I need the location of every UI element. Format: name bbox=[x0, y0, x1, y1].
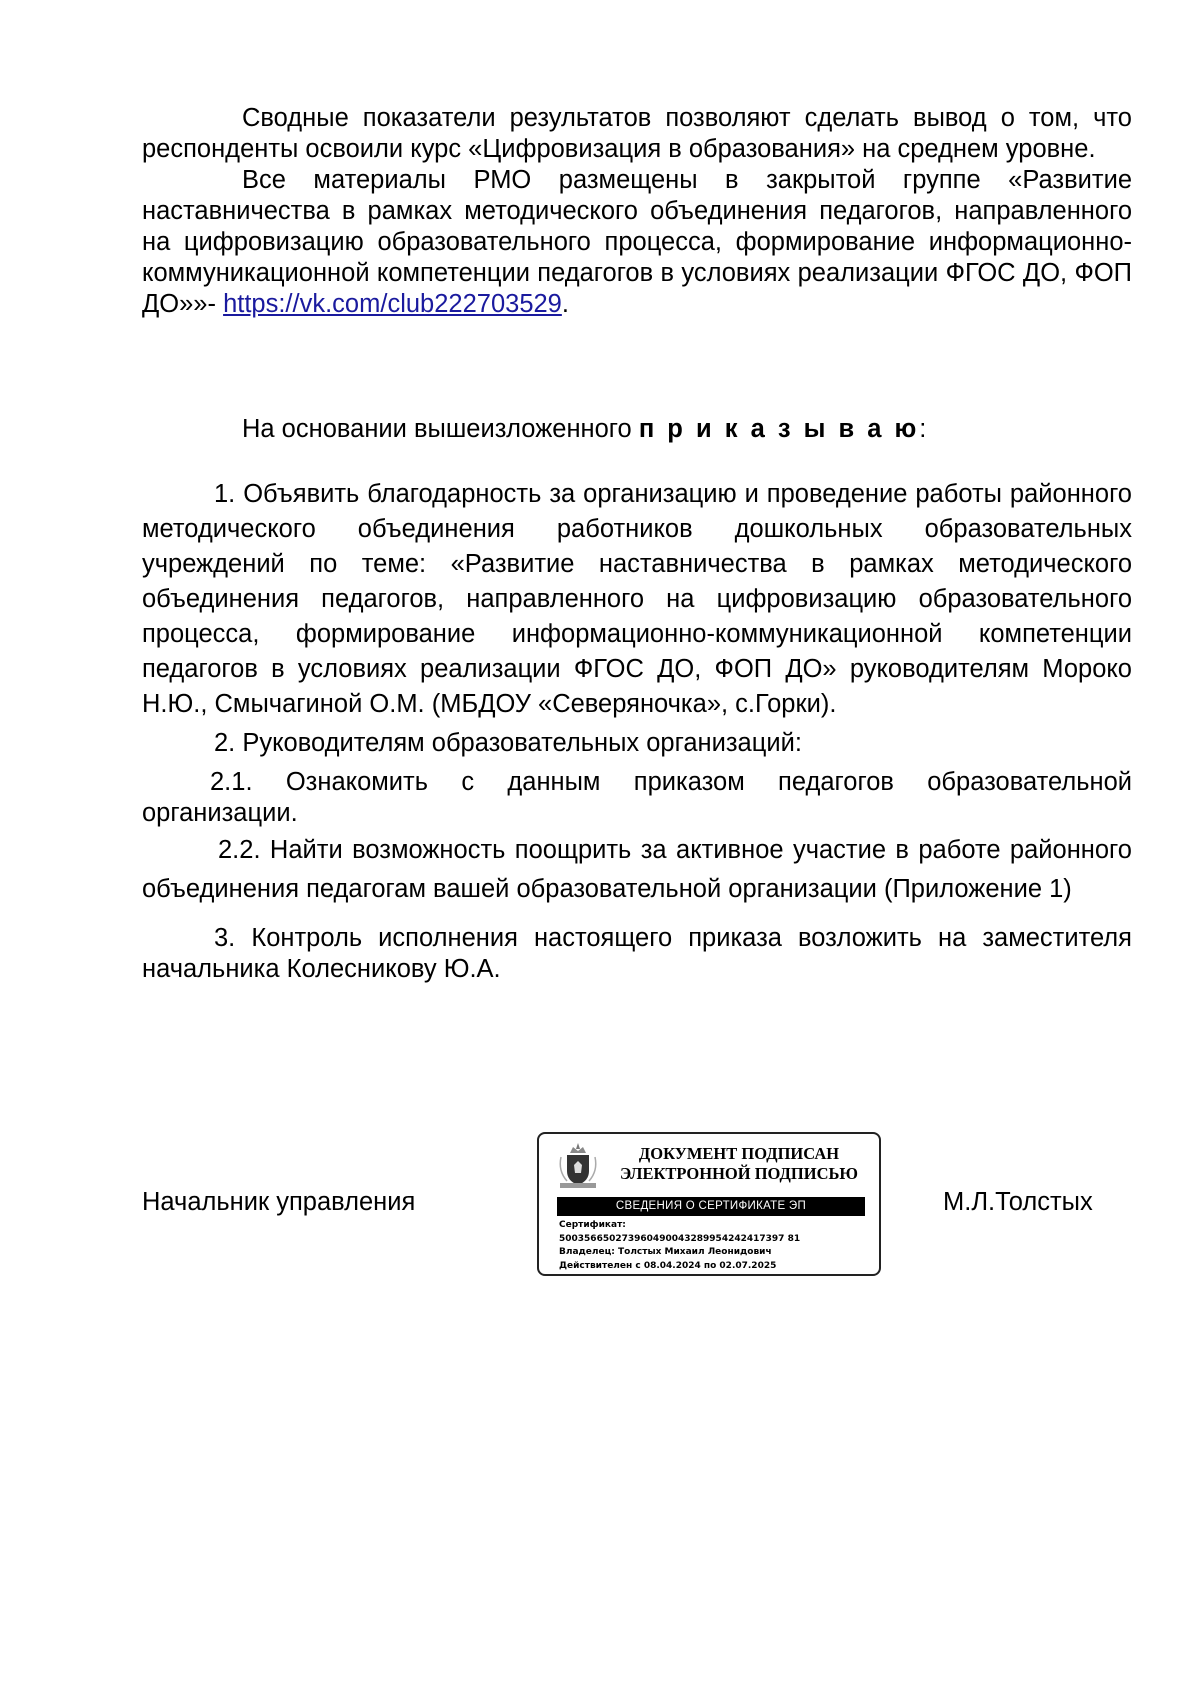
order-item-2-2: 2.2. Найти возможность поощрить за активное участие в работе районного объединения педагогам вашей образовательной организации (Приложение 1) bbox=[142, 836, 1132, 903]
order-items bbox=[142, 477, 1132, 985]
signatory-name: М.Л.Толстых bbox=[943, 1188, 1093, 1216]
stamp-title-line-2: ЭЛЕКТРОННОЙ ПОДПИСЬЮ bbox=[620, 1164, 858, 1183]
certificate-info bbox=[559, 1219, 800, 1273]
certificate-header-bar: СВЕДЕНИЯ О СЕРТИФИКАТЕ ЭП bbox=[557, 1197, 865, 1216]
order-item-2: 2. Руководителям образовательных организаций: bbox=[214, 729, 802, 757]
coat-of-arms-icon bbox=[555, 1141, 601, 1191]
vk-group-link[interactable]: https://vk.com/club222703529 bbox=[223, 290, 562, 318]
signatory-position: Начальник управления bbox=[142, 1188, 416, 1216]
order-intro-text: На основании вышеизложенного bbox=[242, 415, 632, 443]
materials-end: . bbox=[561, 290, 569, 318]
order-item-2-1: 2.1. Ознакомить с данным приказом педагогов образовательной организации. bbox=[142, 768, 1132, 827]
order-intro bbox=[142, 414, 1132, 445]
stamp-title-line-1: ДОКУМЕНТ ПОДПИСАН bbox=[638, 1144, 840, 1163]
certificate-owner: Владелец: Толстых Михаил Леонидович bbox=[559, 1247, 772, 1257]
certificate-label: Сертификат: bbox=[559, 1220, 626, 1230]
materials-text: Все материалы РМО размещены в закрытой группе «Развитие наставничества в рамках методического объединения педагогов, направленного на цифровизацию образовательного процесса, формирование информационно-коммуникационной компетенции педагогов в условиях реализации ФГОС ДО, ФОП ДО»»- bbox=[142, 166, 1132, 318]
summary-paragraph: Сводные показатели результатов позволяют сделать вывод о том, что респонденты освоили курс «Цифровизация в образования» на среднем уровне. bbox=[142, 104, 1132, 163]
order-intro-paragraph bbox=[142, 414, 1132, 445]
order-colon: : bbox=[919, 415, 927, 443]
electronic-signature-stamp bbox=[537, 1132, 881, 1276]
order-keyword: п р и к а з ы в а ю bbox=[638, 415, 920, 443]
order-item-3: 3. Контроль исполнения настоящего приказа возложить на заместителя начальника Колесникову Ю.А. bbox=[142, 924, 1132, 983]
order-item-1: 1. Объявить благодарность за организацию и проведение работы районного методического объединения работников дошкольных образовательных учреждений по теме: «Развитие наставничества в рамках методического объединения педагогов, направленного на цифровизацию образовательного процесса, формирование информационно-коммуникационной компетенции педагогов в условиях реализации ФГОС ДО, ФОП ДО» руководителям Мороко Н.Ю., Смычагиной О.М. (МБДОУ «Северяночка», с.Горки). bbox=[142, 480, 1132, 718]
certificate-validity: Действителен с 08.04.2024 по 02.07.2025 bbox=[559, 1260, 777, 1271]
intro-section bbox=[142, 103, 1132, 320]
stamp-title bbox=[609, 1144, 869, 1184]
certificate-number: 500356650273960490043289954242417397 81 bbox=[559, 1233, 801, 1244]
materials-paragraph bbox=[142, 165, 1132, 320]
